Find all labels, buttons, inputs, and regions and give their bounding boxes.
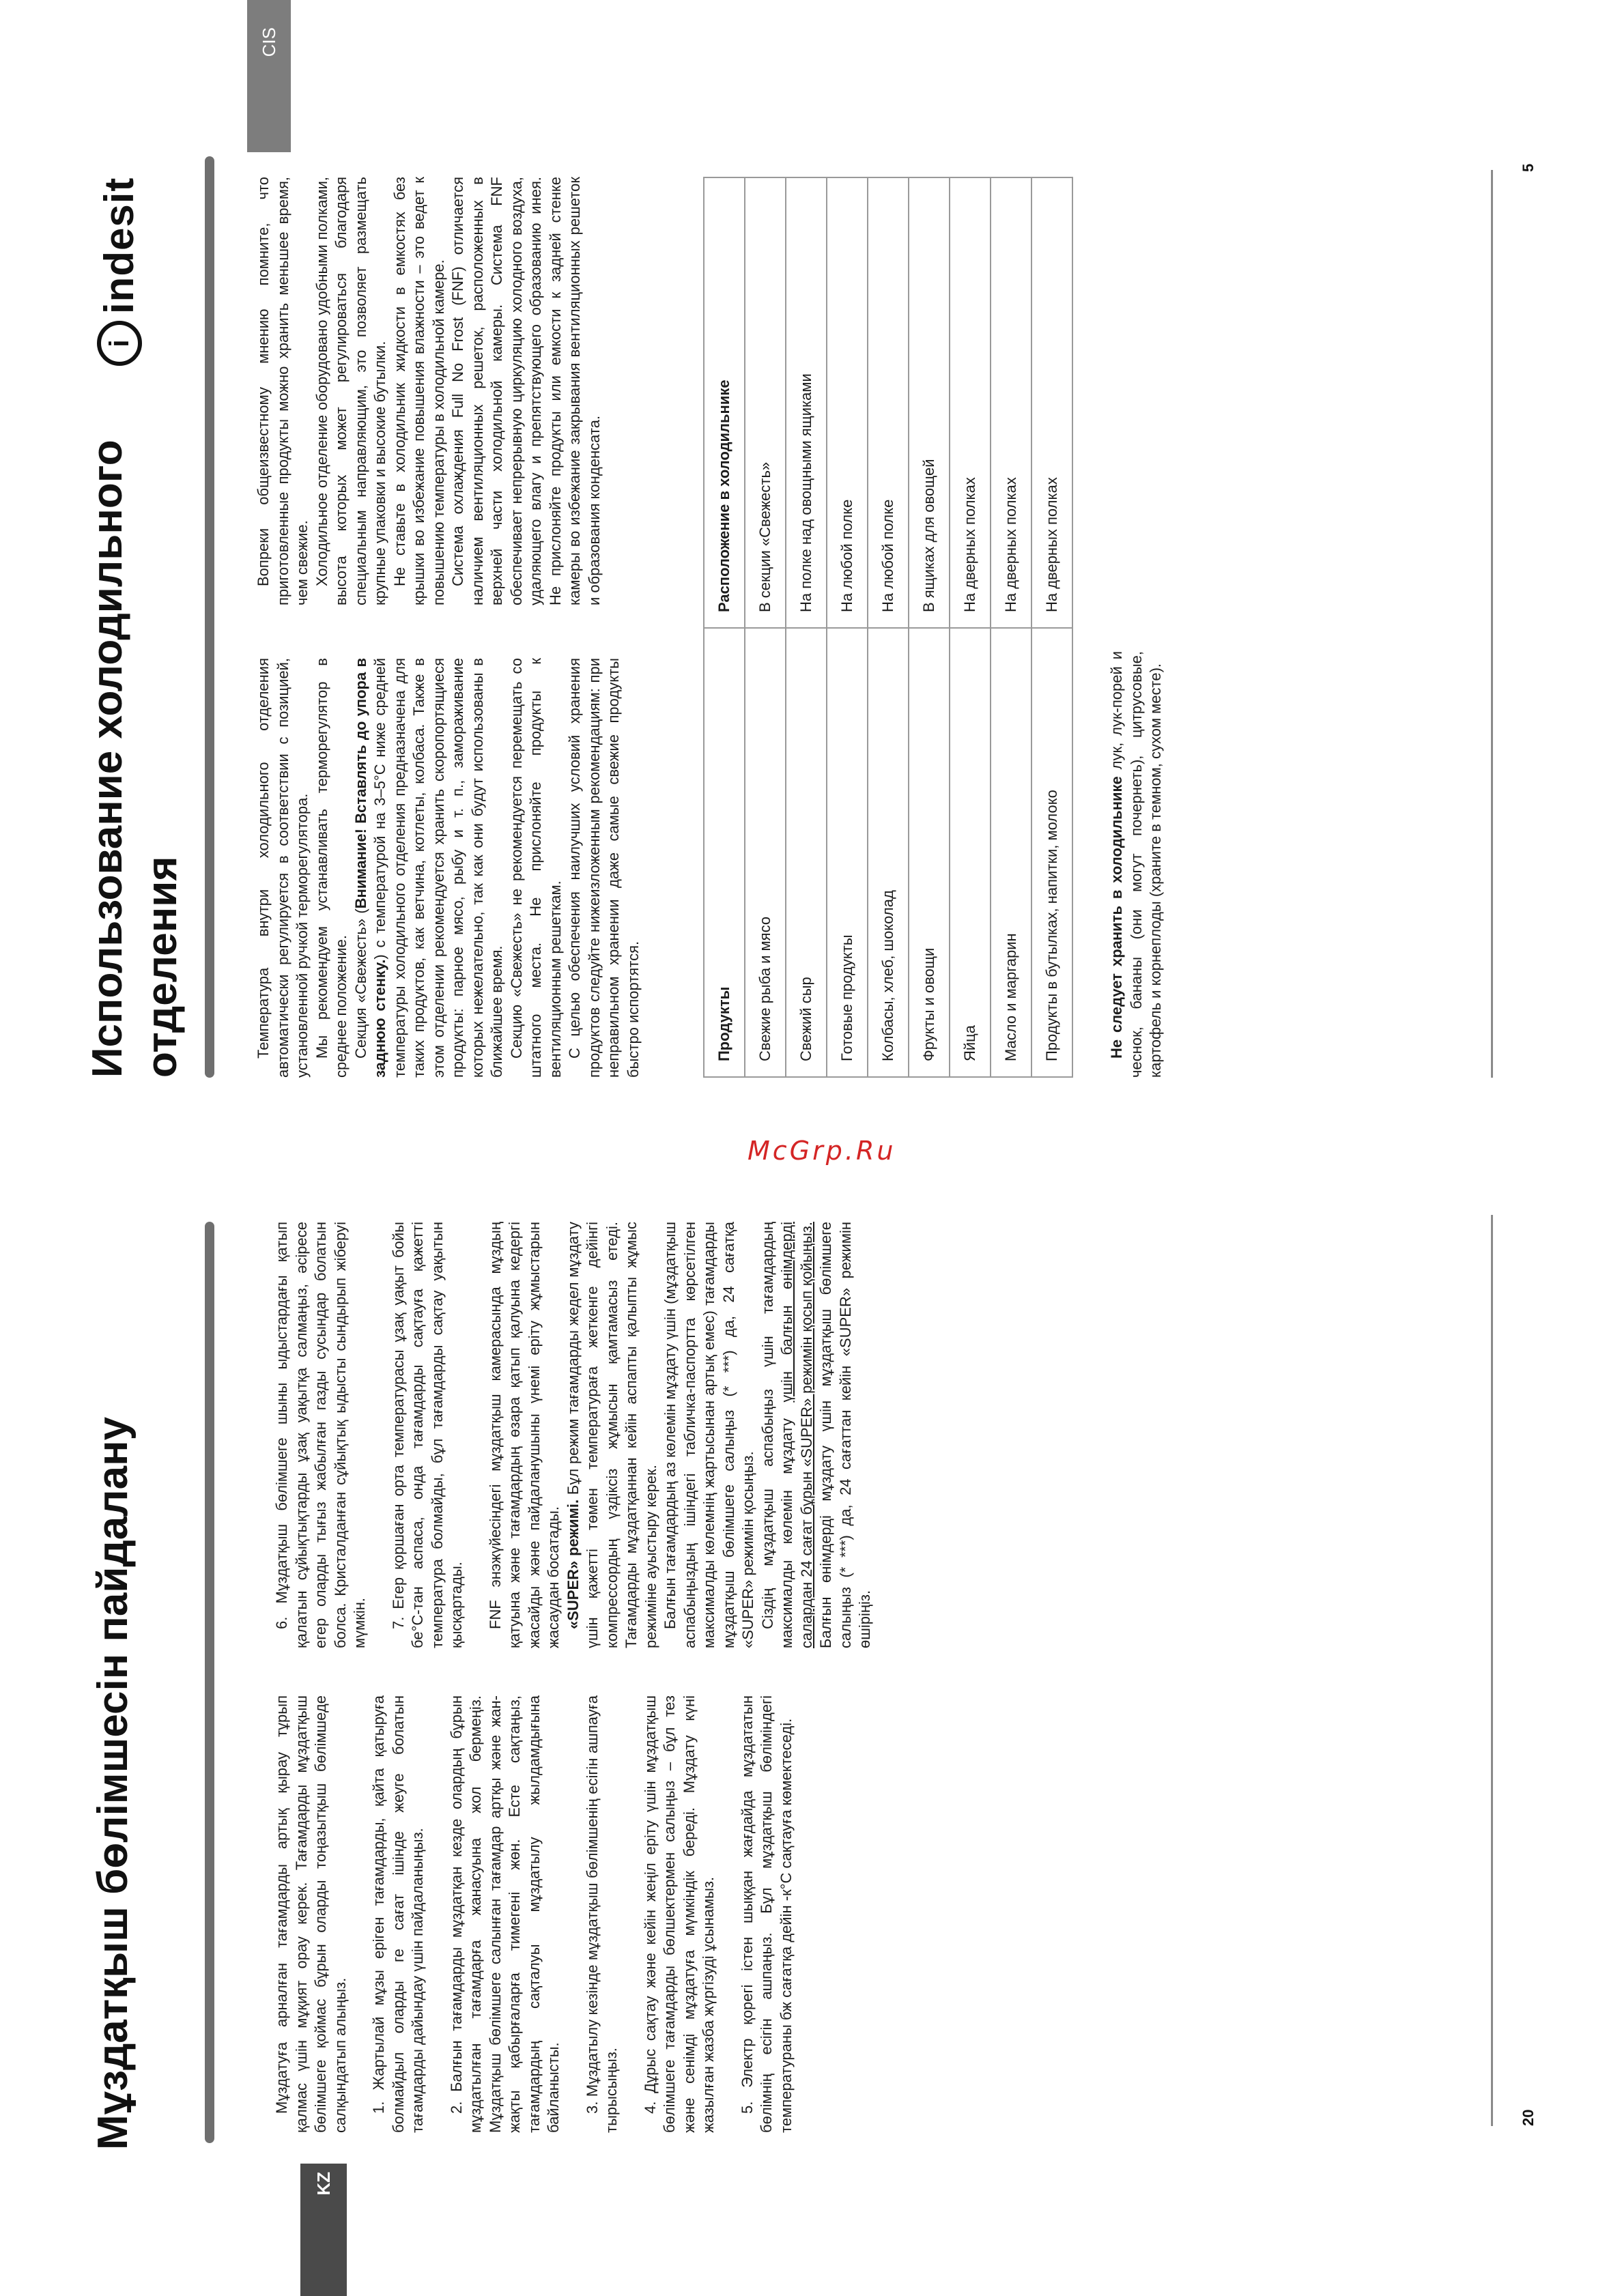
location-cell: В секции «Свежесть» [745,177,786,628]
title-divider [205,1222,214,2143]
paragraph: Балғын тағамдардың аз көлемін мұздату үшін (мұздатқыш аспабыңыздың ішіндегі табличка-паспортта көрсетілген максималды көлемнің жартысынан артық емес) тағамдарды мұздатқыш бөлімшеге салыңыз (* ***) да, 24 сағатқа «SUPER» режимін қосыңыз. [661,1222,756,1648]
language-tab-kz [300,2164,347,2296]
paragraph [564,1222,661,1648]
location-cell: На любой полке [868,177,909,628]
paragraph: 1. Жартылай мұзы ерiген тағамдарды, қайта қатыруға болмайдыл оларды ге сағат ішінде жеуге болатын тағамдарды дайындау үшін пайдаланыңыз. [370,1695,426,2133]
title-divider [205,156,214,1078]
paragraph [352,658,507,1078]
warning-text: Внимание! Вставлять до упора в заднюю стенку. [352,658,388,1078]
paragraph: Система охлаждения Full No Frost (FNF) отличается наличием вентиляционных решеток, расположенных в верхней части холодильной камеры. Система FNF обеспечивает непрерывную циркуляцию холодного воздуха, удаляющего влагу и препятствующего образованию инея. Не прислоняйте продукты или емкости к задней стенке камеры во избежание закрывания вентиляционных решеток и образования конденсата. [449,177,603,605]
brand-mark-letter: i [104,339,134,347]
product-cell: Продукты в бутылках, напитки, молоко [1031,628,1072,1077]
product-cell: Свежие рыба и мясо [745,628,786,1077]
column-header-location: Расположение в холодильнике [704,177,745,628]
location-cell: В ящиках для овощей [909,177,950,628]
paragraph: Мы рекомендуем устанавливать терморегулятор в среднее положение. [313,658,350,1078]
paragraph: Секцию «Свежесть» не рекомендуется перемещать со штатного места. Не прислоняйте продукты к вентиляционным решеткам. [507,658,564,1078]
paragraph: 5. Электр қорегі істен шыққан жағдайда мұздататын бөлімнің есігін ашпаңыз. Бұл мұздатқыш бөліміндегі температураны бж сағатқа дейін -к°С сақтауға көмектеседі. [738,1695,795,2133]
paragraph: 7. Егер қоршаған орта температурасы ұзақ уақыт бойы бе°С-тан аспаса, онда тағамдарды сақтауға қажетті температура болмайды, бұл тағамдарды сақтау уақытын қысқартады. [389,1222,465,1648]
paragraph: 6. Мұздатқыш бөлімшеге шыны ыдыстардағы қатып қалатын сұйықтықтарды ұзақ уақытқа салмаңыз, әсіресе егер оларды тығыз жабылған газды сусындар болатын болса. Кристалданған сұйықтық ыдысты сындырып жіберуі мүмкін. [273,1222,368,1648]
table-row [1031,177,1072,1077]
super-mode-heading: «SUPER» режимі. [564,1499,582,1629]
page-number: 20 [1520,2109,1537,2126]
paragraph-text: ) с температурой на 3–5°С ниже средней температуры холодильного отделения предназначена для таких продуктов, как ветчина, котлеты, колбаса. Также в этом отделении рекомендуется хранить скоропортящиеся продукты: парное мясо, рыбу и т. п., замораживание которых нежелательно, так как они будут использованы в ближайшее время. [371,657,505,1078]
paragraph: Вопреки общеизвестному мнению помните, что приготовленные продукты можно хранить меньшее время, чем свежие. [255,177,311,605]
paragraph: Не ставьте в холодильник жидкости в емкостях без крышки во избежание повышения влажности – это ведет к повышению температуры в холодильной камере. [390,177,447,605]
text-column-kz-2 [272,1222,875,1648]
location-cell: На полке над овощными ящиками [786,177,827,628]
indesit-logo [97,177,142,366]
table-row [786,177,827,1077]
paragraph: 4. Дұрыс сақтау және кейін жеңіл ерiту үшін мұздатқыш бөлімшеге тағамдарды бөлшектермен салыңыз – бұл тез және сенімді мұздатуға мүмкіндік береді. Мұздату күні жазылған жазба жүргізуді ұсынамыз. [641,1695,717,2133]
paragraph: Мұздатуға арналған тағамдарды артық қырау тұрып қалмас үшін мұқият орау керек. Тағамдарды мұздатқыш бөлімшеге қоймас бұрын оларды тоңазытқыш бөлімшеде салқындатып алыңыз. [273,1695,349,2133]
product-cell: Яйца [950,628,991,1077]
page-title-line: отделения [139,856,186,1078]
text-column-ru-1 [254,658,643,1078]
table-row [909,177,950,1077]
page-title-ru [81,440,190,1078]
paragraph: 2. Балғын тағамдарды мұздатқан кезде олардың бұрын мұздатылған тағамдарға жанасуына жол бермеңіз. Мұздатқыш бөлімшеге салынған тағамдар артқы және жан-жақты қабырғаларға тимегені жөн. Есте сақтаңыз, тағамдардың сақталуы мұздатылу жылдамдығына байланысты. [447,1695,562,2133]
paragraph-text: Секция «Свежесть» ( [352,908,369,1059]
paragraph: Холодильное отделение оборудовано удобными полками, высота которых может регулироваться благодаря специальным направляющим, это позволяет размещать крупные упаковки и высокие бутылки. [313,177,388,605]
product-cell: Колбасы, хлеб, шоколад [868,628,909,1077]
text-column-ru-2 [254,177,604,605]
paragraph-text: Сіздің мұздатқыш аспабыңыз үшін тағамдардың максималды көлемін мұздату [758,1222,795,1648]
product-cell: Свежий сыр [786,628,827,1077]
language-tab-label: CIS [258,27,279,57]
page-title-kz: Мұздатқыш бөлімшесін пайдалану [89,1416,137,2150]
table-header-row [704,177,745,1077]
underlined-text: үшін балғын өнімдерді салардан 24 сағат бұрын «SUPER» режимін қосып қойыңыз. [778,1222,815,1648]
table-row [745,177,786,1077]
paragraph: Температура внутри холодильного отделения автоматически регулируется в соответствии с позицией, установленной ручкой терморегулятора. [255,658,311,1078]
location-cell: На дверных полках [1031,177,1072,628]
storage-table [703,177,1073,1078]
watermark: McGrp.Ru [748,1136,896,1166]
paragraph: С целью обеспечения наилучших условий хранения продуктов следуйте нижеизложенным рекомендациям: при неправильном хранении даже самые свежие продукты быстро испортятся. [566,658,642,1078]
language-tab-label: KZ [313,2172,334,2196]
table-row [950,177,991,1077]
paragraph: FNF энэжүйесіндегі мұздатқыш камерасында мұздың қатуына және тағамдардың өзара қатып қалуына кедергі жасайды және пайдаланушыны үнемі ерiту жұмыстарын жасаудан босатады. [486,1222,562,1648]
column-header-products: Продукты [704,628,745,1077]
table-row [868,177,909,1077]
brand-mark-icon [97,321,142,366]
paragraph: 3. Мұздатылу кезінде мұздатқыш бөлімшенің есігін ашпауға тырысыңыз. [583,1695,620,2133]
page-number: 5 [1520,163,1537,172]
location-cell: На дверных полках [950,177,991,628]
paragraph [1107,651,1166,1078]
page-title-line: Использование холодильного [84,440,131,1078]
footer-divider [1491,170,1493,1078]
table-row [991,177,1031,1077]
storage-note [1107,651,1166,1078]
note-text: лук, лук-порей и чеснок, бананы (они могут почернеть), цитрусовые, картофель и корнеплоды (храните в темном, сухом месте). [1108,651,1164,1078]
product-cell: Готовые продукты [827,628,868,1077]
brand-name: indesit [96,177,142,314]
product-cell: Фрукты и овощи [909,628,950,1077]
product-cell: Масло и маргарин [991,628,1031,1077]
paragraph [758,1222,875,1648]
paragraph-text: Бұл режим тағамдарды жедел мұздату үшін қажетті төмен температураға жеткенге дейінгі компрессордың үздіксіз жұмысын қамтамасыз етеді. Тағамдарды мұздатқаннан кейін аспапты қалыпты жұмыс режиміне ауыстыру керек. [564,1222,659,1648]
paragraph-text: Балғын өнімдерді мұздату үшін мұздатқыш бөлімшеге салыңыз (* ***) да, 24 сағаттан кейін «SUPER» режимін өшіріңіз. [817,1222,873,1648]
location-cell: На дверных полках [991,177,1031,628]
language-tab-cis [247,0,291,152]
text-column-kz-1 [272,1695,815,2133]
footer-divider [1491,1215,1493,2126]
table-row [827,177,868,1077]
location-cell: На любой полке [827,177,868,628]
note-heading: Не следует хранить в холодильнике [1108,776,1125,1059]
